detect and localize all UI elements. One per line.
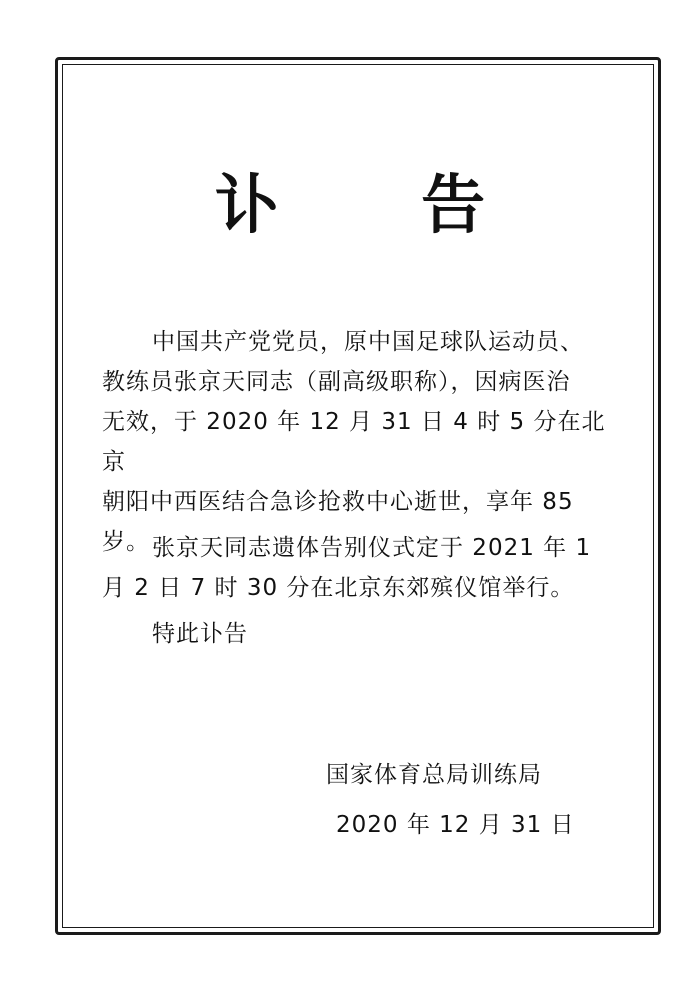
paragraph-line: 中国共产党党员，原中国足球队运动员、 — [152, 329, 584, 355]
paragraph-line: 教练员张京天同志（副高级职称），因病医治 — [102, 369, 571, 395]
farewell-ceremony-paragraph — [102, 528, 612, 608]
signature-organization: 国家体育总局训练局 — [326, 762, 542, 788]
obituary-paragraph — [102, 322, 612, 562]
signature-date: 2020 年 12 月 31 日 — [336, 812, 575, 838]
paragraph-line: 无效，于 2020 年 12 月 31 日 4 时 5 分在北京 — [102, 409, 606, 475]
closing-text: 特此讣告 — [152, 621, 248, 647]
paragraph-line: 张京天同志遗体告别仪式定于 2021 年 1 — [152, 535, 592, 561]
closing-statement — [102, 614, 612, 654]
paragraph-line: 朝阳中西医结合急诊抢救中心逝世，享年 85 — [102, 489, 574, 515]
paragraph-line: 月 2 日 7 时 30 分在北京东郊殡仪馆举行。 — [102, 575, 575, 601]
notice-title: 讣 告 — [214, 169, 546, 243]
paragraph-line: 岁。 — [102, 529, 150, 555]
